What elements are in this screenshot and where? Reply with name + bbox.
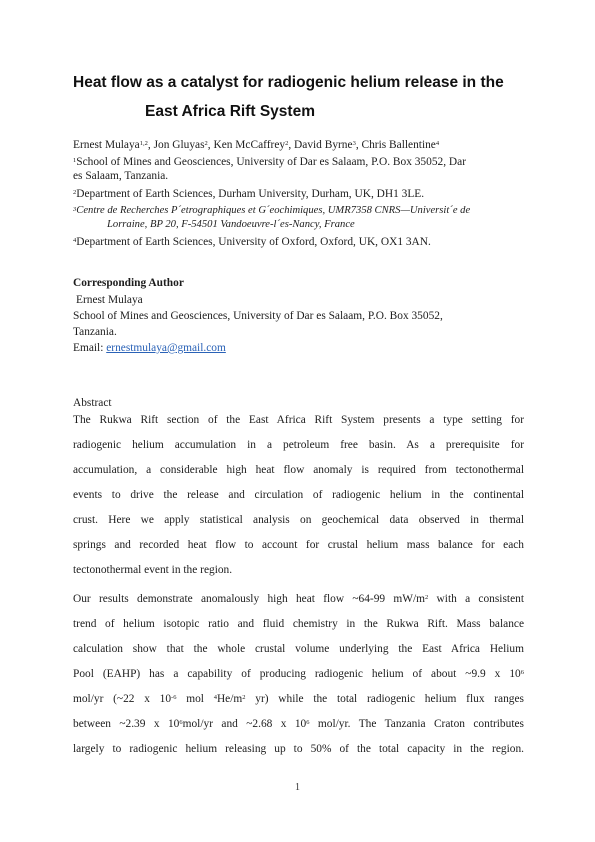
abstract-line: events to drive the release and circulation of radiogenic helium in the continental [73,489,524,501]
corresponding-author-email-line [73,341,226,355]
email-link[interactable]: ernestmulaya@gmail.com [106,342,226,354]
author-affiliation-mark: 4 [435,140,440,147]
affiliation-1-cont: es Salaam, Tanzania. [73,170,169,182]
superscript: 6 [520,669,524,676]
affiliation-3-cont: Lorraine, BP 20, F-54501 Vandoeuvre-l´es-Nancy, France [107,219,355,230]
corresponding-author-name: Ernest Mulaya [76,294,143,306]
affiliation-2 [73,187,424,201]
affiliation-text: Centre de Recherches P´etrographiques et G´eochimiques, UMR7358 CNRS—Universit´e de [76,205,471,216]
results-line [73,692,524,706]
affiliation-text: School of Mines and Geosciences, University of Dar es Salaam, P.O. Box 35052, Dar [76,156,466,168]
corresponding-author-heading: Corresponding Author [73,277,184,289]
abstract-line: The Rukwa Rift section of the East Africa Rift System presents a type setting for [73,414,524,426]
superscript: 6 [179,719,183,726]
text-run: He/m [216,693,243,705]
text-run: mol [176,693,214,705]
page-number: 1 [295,782,300,793]
corresponding-author-address-cont: Tanzania. [73,326,117,338]
results-line: calculation show that the whole crustal volume underlying the East Africa Helium [73,643,524,655]
results-line: trend of helium isotopic ratio and fluid chemistry in the Rukwa Rift. Mass balance [73,618,524,630]
affiliation-3 [73,204,470,218]
text-run: with a consistent [428,593,524,605]
abstract-line: springs and recorded heat flow to account for crustal helium mass balance for each [73,539,524,551]
abstract-line: crust. Here we apply statistical analysis on geochemical data observed in thermal [73,514,524,526]
author-name: Ernest Mulaya [73,139,140,151]
author-affiliation-mark: 2 [285,140,289,147]
text-run: yr) while the total radiogenic helium flux ranges [245,693,524,705]
abstract-heading: Abstract [73,397,112,409]
author-name: David Byrne [294,139,353,151]
affiliation-mark: 2 [73,189,77,196]
email-label: Email: [73,342,104,354]
superscript: 2 [425,594,429,601]
author-list: Ernest Mulaya$^{1,2}$, Jon Gluyas$^2$, Ken McCaffrey$^2$, David Byrne$^3$, Chris Ballentine$^4$ [73,139,440,151]
affiliation-mark: 4 [73,237,77,244]
affiliation-4 [73,235,431,249]
author-name: Chris Ballentine [361,139,436,151]
affiliation-1 [73,155,466,169]
paper-title-line-1: Heat flow as a catalyst for radiogenic helium release in the [73,74,504,91]
results-line: largely to radiogenic helium releasing up to 50% of the total capacity in the region. [73,743,524,755]
superscript: 2 [242,694,246,701]
abstract-line: tectonothermal event in the region. [73,564,233,576]
text-run: mol/yr (~22 x 10 [73,693,172,705]
results-line [73,717,524,731]
text-run: between ~2.39 x 10 [73,718,180,730]
superscript: 6 [306,719,310,726]
superscript: 4 [213,694,217,701]
superscript: -6 [171,694,177,701]
author-affiliation-mark: 3 [352,140,356,147]
abstract-line: radiogenic helium accumulation in a petroleum free basin. As a prerequisite for [73,439,524,451]
author-affiliation-mark: 2 [204,140,208,147]
text-run: Pool (EAHP) has a capability of producing radiogenic helium of about ~9.9 x 10 [73,668,521,680]
corresponding-author-address: School of Mines and Geosciences, University of Dar es Salaam, P.O. Box 35052, [73,310,443,322]
affiliation-mark: 1 [73,157,77,164]
results-line [73,592,524,606]
author-affiliation-mark: 1,2 [139,140,148,147]
abstract-line: accumulation, a considerable high heat flow anomaly is required from tectonothermal [73,464,524,476]
text-run: Our results demonstrate anomalously high heat flow ~64-99 mW/m [73,593,426,605]
text-run: mol/yr. The Tanzania Craton contributes [309,718,524,730]
text-run: mol/yr and ~2.68 x 10 [182,718,307,730]
affiliation-mark: 3 [73,206,77,213]
author-name: Ken McCaffrey [213,139,286,151]
affiliation-text: Department of Earth Sciences, Durham University, Durham, UK, DH1 3LE. [76,188,425,200]
results-line [73,667,524,681]
author-name: Jon Gluyas [153,139,205,151]
paper-title-line-2: East Africa Rift System [145,103,315,120]
affiliation-text: Department of Earth Sciences, University of Oxford, Oxford, UK, OX1 3AN. [76,236,431,248]
